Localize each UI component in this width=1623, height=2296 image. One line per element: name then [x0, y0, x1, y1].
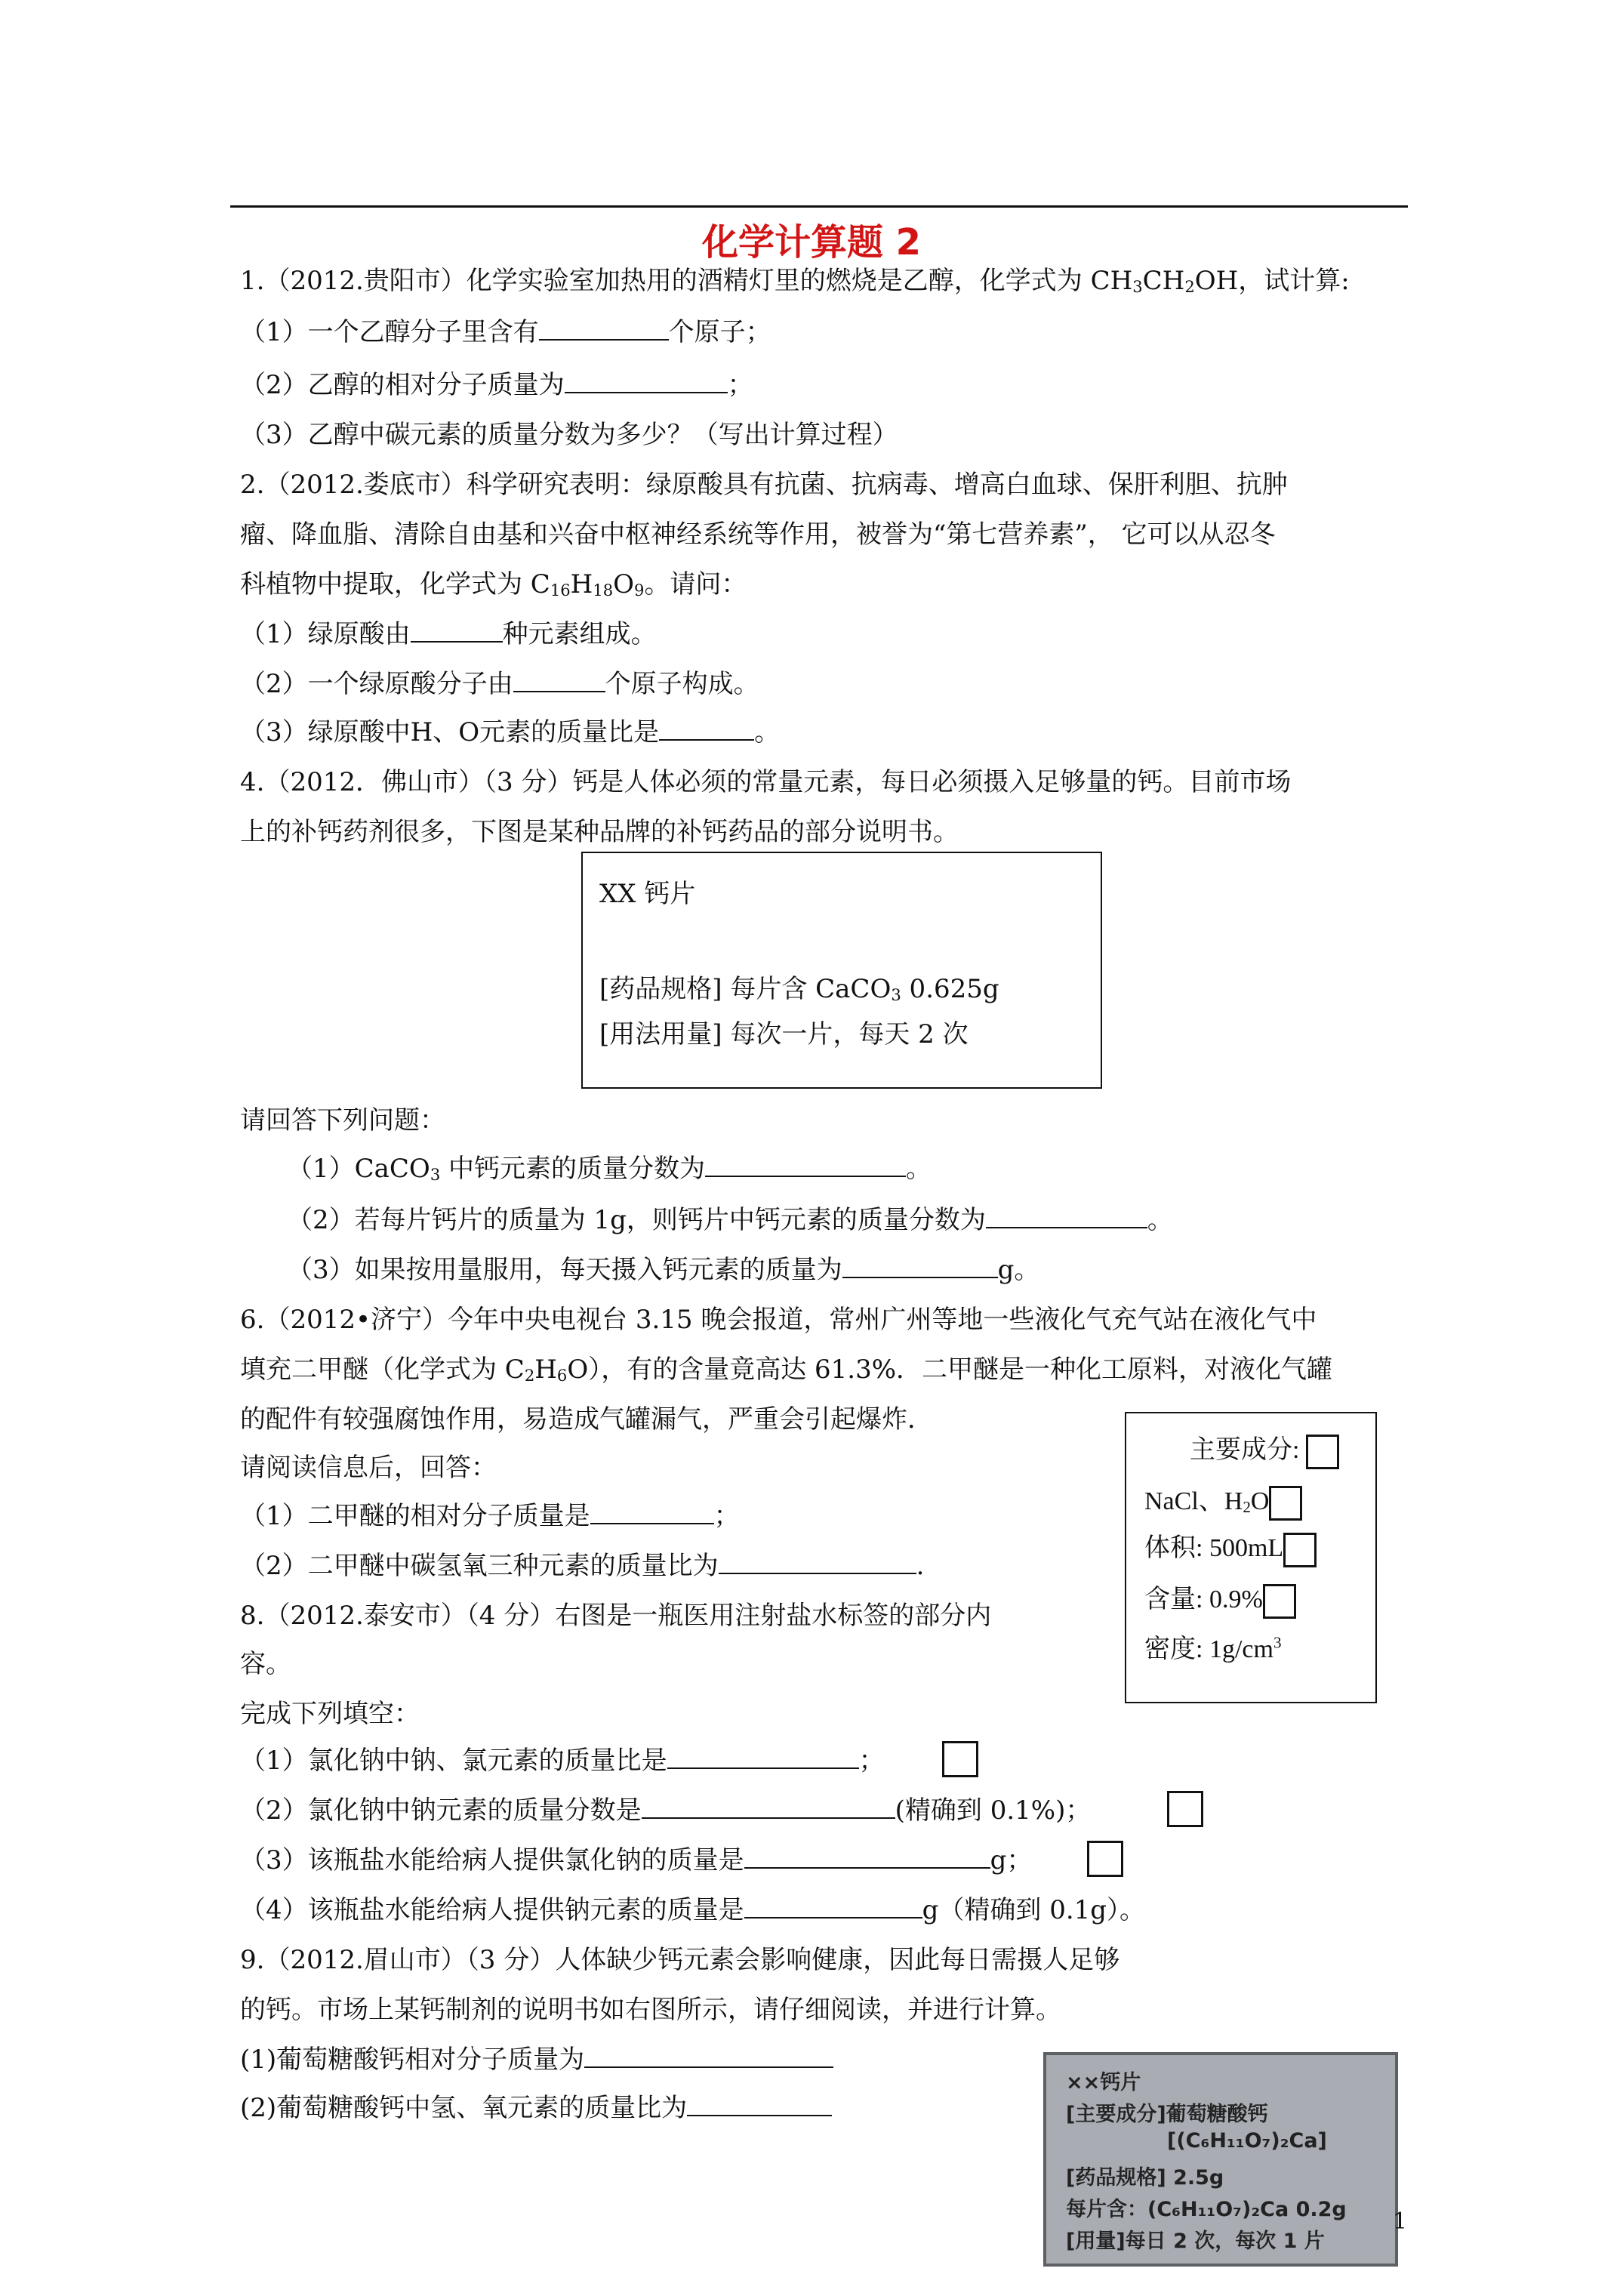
- q6-line1: 6.（2012•济宁）今年中央电视台 3.15 晚会报道，常州广州等地一些液化气充气站在液化气中: [240, 1305, 1317, 1335]
- answer-blank[interactable]: [705, 1153, 906, 1177]
- photo-content: 每片含：(C₆H₁₁O₇)₂Ca 0.2g: [1066, 2198, 1347, 2221]
- q6-line2: 填充二甲醚（化学式为 $C_2H_6O$），有的含量竟高达 61.3%．二甲醚是一种化工原料，对液化气罐: [240, 1354, 1333, 1385]
- q4-part3: （3）如果按用量服用，每天摄入钙元素的质量为 g。: [287, 1255, 1040, 1285]
- q2-part1: （1）绿原酸由 种元素组成。: [240, 619, 657, 649]
- q1-part3: （3）乙醇中碳元素的质量分数为多少？（写出计算过程）: [240, 420, 898, 450]
- photo-spec: [药品规格] 2.5g: [1066, 2166, 1224, 2190]
- checkbox[interactable]: [1263, 1584, 1296, 1619]
- q1-stem: 1.（2012.贵阳市）化学实验室加热用的酒精灯里的燃烧是乙醇，化学式为 $CH_3CH_2OH$，试计算:: [240, 266, 1350, 297]
- q6-part2: （2）二甲醚中碳氢氧三种元素的质量比为 .: [240, 1551, 925, 1581]
- answer-blank[interactable]: [590, 1500, 714, 1524]
- q4-ask: 请回答下列问题：: [240, 1105, 445, 1136]
- answer-blank[interactable]: [584, 2044, 833, 2068]
- q8-part2: （2）氯化钠中钠元素的质量分数是 (精确到 0.1%)；: [240, 1795, 1092, 1826]
- saline-density: 密度: $1g/cm^3$: [1144, 1633, 1282, 1663]
- q9-part2: (2)葡萄糖酸钙中氢、氧元素的质量比为: [240, 2091, 832, 2125]
- answer-blank[interactable]: [744, 1894, 922, 1918]
- q1-part2: （2）乙醇的相对分子质量为 ；: [240, 370, 753, 400]
- checkbox[interactable]: [1269, 1486, 1302, 1521]
- answer-blank[interactable]: [642, 1795, 895, 1819]
- q2-part2: （2）一个绿原酸分子由 个原子构成。: [240, 669, 759, 699]
- answer-blank[interactable]: [986, 1204, 1147, 1228]
- saline-components: NaCl、$H_2O$: [1144, 1480, 1302, 1521]
- q6-ask: 请阅读信息后，回答：: [240, 1453, 497, 1483]
- answer-blank[interactable]: [659, 717, 754, 741]
- photo-ingredient: [主要成分]葡萄糖酸钙: [1066, 2103, 1268, 2126]
- q6-part1: （1）二甲醚的相对分子质量是 ；: [240, 1501, 740, 1531]
- q8-line1: 8.（2012.泰安市）（4 分）右图是一瓶医用注射盐水标签的部分内: [240, 1601, 992, 1631]
- answer-blank[interactable]: [719, 1550, 916, 1574]
- header-rule: [230, 205, 1408, 208]
- answer-blank[interactable]: [687, 2092, 832, 2116]
- q2-line1: 2.（2012.娄底市）科学研究表明：绿原酸具有抗菌、抗病毒、增高白血球、保肝利胆、抗肿: [240, 470, 1288, 500]
- answer-blank[interactable]: [539, 316, 669, 341]
- q2-line3: 科植物中提取，化学式为 $C_{16}H_{18}O_9$。请问：: [240, 569, 747, 600]
- checkbox[interactable]: [942, 1741, 978, 1777]
- answer-blank[interactable]: [411, 618, 503, 643]
- answer-blank[interactable]: [667, 1745, 859, 1769]
- answer-blank[interactable]: [565, 369, 728, 393]
- saline-label-box: [1125, 1412, 1377, 1703]
- box-title: XX 钙片: [599, 879, 696, 909]
- q8-part1: （1）氯化钠中钠、氯元素的质量比是 ；: [240, 1746, 885, 1776]
- answer-blank[interactable]: [744, 1845, 990, 1869]
- page-number: 1: [1393, 2208, 1408, 2235]
- q8-line2: 容。: [240, 1649, 291, 1679]
- photo-title: ××钙片: [1066, 2071, 1141, 2094]
- q9-part1: (1)葡萄糖酸钙相对分子质量为: [240, 2043, 833, 2076]
- q9-line1: 9.（2012.眉山市）（3 分）人体缺少钙元素会影响健康，因此每日需摄人足够: [240, 1945, 1120, 1975]
- checkbox[interactable]: [1306, 1435, 1339, 1469]
- q4-line2: 上的补钙药剂很多，下图是某种品牌的补钙药品的部分说明书。: [240, 817, 959, 847]
- answer-blank[interactable]: [842, 1254, 998, 1278]
- q8-ask: 完成下列填空：: [240, 1699, 420, 1729]
- q8-part4: （4）该瓶盐水能给病人提供钠元素的质量是 g（精确到 0.1g）。: [240, 1895, 1146, 1925]
- page-title: 化学计算题 2: [701, 221, 922, 264]
- q8-part3: （3）该瓶盐水能给病人提供氯化钠的质量是 g；: [240, 1845, 1033, 1875]
- photo-usage: [用量]每日 2 次，每次 1 片: [1066, 2230, 1325, 2253]
- answer-blank[interactable]: [513, 668, 605, 692]
- saline-main-ingredient: 主要成分:: [1190, 1428, 1339, 1469]
- q6-line3: 的配件有较强腐蚀作用，易造成气罐漏气，严重会引起爆炸．: [240, 1404, 933, 1435]
- checkbox[interactable]: [1167, 1791, 1203, 1827]
- q4-part2: （2）若每片钙片的质量为 1g，则钙片中钙元素的质量分数为 。: [287, 1205, 1173, 1235]
- q9-line2: 的钙。市场上某钙制剂的说明书如右图所示，请仔细阅读，并进行计算。: [240, 1995, 1061, 2025]
- box-spec: [药品规格] 每片含 CaCO$_3$ 0.625g: [599, 974, 999, 1005]
- photo-formula: [(C₆H₁₁O₇)₂Ca]: [1167, 2129, 1327, 2153]
- saline-content: 含量: 0.9%: [1144, 1578, 1296, 1619]
- saline-volume: 体积: 500mL: [1144, 1527, 1317, 1567]
- q4-line1: 4.（2012．佛山市）（3 分）钙是人体必须的常量元素，每日必须摄入足够量的钙。目前市场: [240, 767, 1292, 797]
- checkbox[interactable]: [1283, 1533, 1317, 1567]
- checkbox[interactable]: [1087, 1841, 1123, 1877]
- box-usage: [用法用量] 每次一片，每天 2 次: [599, 1019, 969, 1049]
- q2-line2: 瘤、降血脂、清除自由基和兴奋中枢神经系统等作用，被誉为“第七营养素”， 它可以从忍冬: [240, 519, 1276, 550]
- q1-part1: （1）一个乙醇分子里含有 个原子；: [240, 317, 771, 347]
- calcium-gluconate-label-photo: [1043, 2052, 1398, 2267]
- q4-part1: （1）CaCO$_3$ 中钙元素的质量分数为 。: [287, 1154, 932, 1185]
- q2-part3: （3）绿原酸中H、O元素的质量比是 。: [240, 717, 781, 747]
- calcium-tablet-label-box: [581, 852, 1102, 1089]
